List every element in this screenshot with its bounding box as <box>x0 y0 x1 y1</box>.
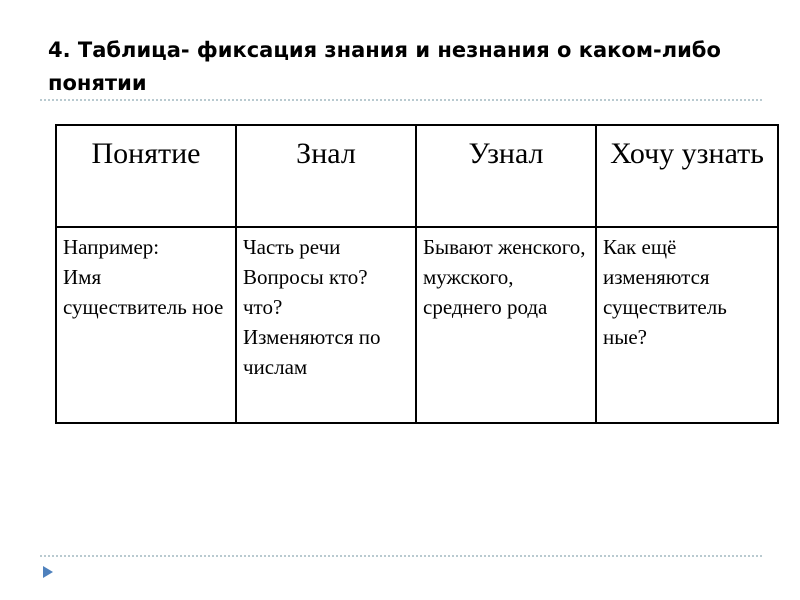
header-knew: Знал <box>236 125 416 227</box>
title-divider <box>40 99 762 101</box>
table-header-row <box>56 125 778 227</box>
table-row <box>56 227 778 423</box>
play-arrow-icon[interactable] <box>43 566 53 578</box>
cell-concept: Например: Имя существитель ное <box>56 227 236 423</box>
cell-learned: Бывают женского, мужского, среднего рода <box>416 227 596 423</box>
header-want-to-know: Хочу узнать <box>596 125 778 227</box>
header-learned: Узнал <box>416 125 596 227</box>
footer-divider <box>40 555 762 557</box>
slide-title: 4. Таблица- фиксация знания и незнания о каком-либо понятии <box>48 38 721 95</box>
knowledge-table <box>55 124 779 424</box>
header-concept: Понятие <box>56 125 236 227</box>
cell-want-to-know: Как ещё изменяются существитель ные? <box>596 227 778 423</box>
cell-knew: Часть речи Вопросы кто? что? Изменяются по числам <box>236 227 416 423</box>
